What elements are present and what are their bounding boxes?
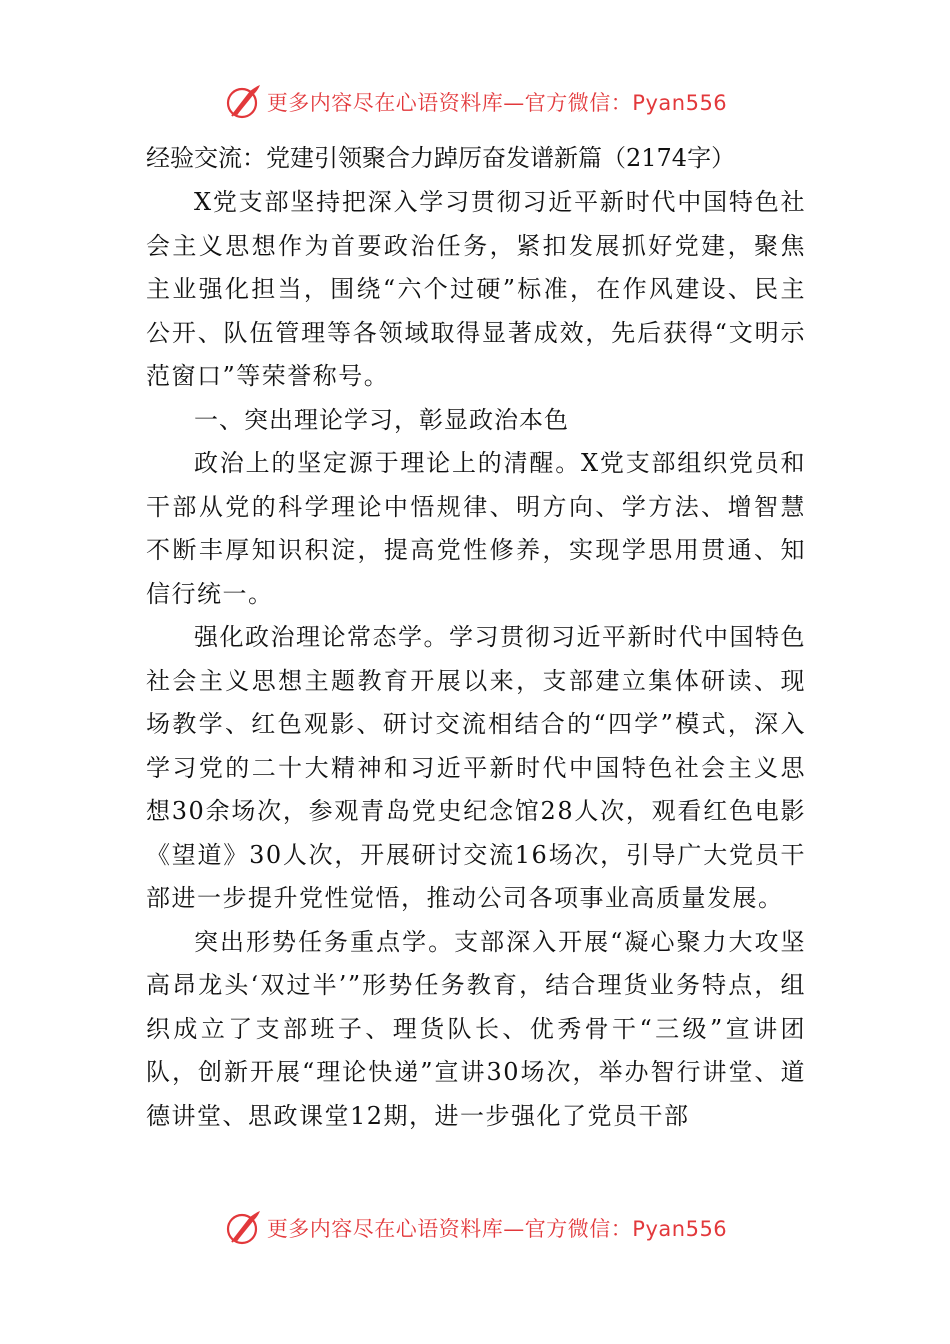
quill-pen-logo-icon — [223, 82, 263, 122]
paragraph-routine-study: 强化政治理论常态学。学习贯彻习近平新时代中国特色社会主义思想主题教育开展以来，支部建立集体研读、现场教学、红色观影、研讨交流相结合的“四学”模式，深入学习党的二十大精神和习近平新时代中国特色社会主义思想30余场次，参观青岛党史纪念馆28人次，观看红色电影《望道》30人次，开展研讨交流16场次，引导广大党员干部进一步提升党性觉悟，推动公司各项事业高质量发展。 — [146, 623, 806, 912]
watermark-text: 更多内容尽在心语资料库—官方微信：Pyan556 — [266, 1217, 728, 1241]
paragraph-intro: X党支部坚持把深入学习贯彻习近平新时代中国特色社会主义思想作为首要政治任务，紧扣发展抓好党建，聚焦主业强化担当，围绕“六个过硬”标准，在作风建设、民主公开、队伍管理等各领域取得显著成效，先后获得“文明示范窗口”等荣誉称号。 — [146, 188, 806, 390]
watermark-banner-bottom — [0, 1206, 950, 1250]
watermark-banner-top — [0, 80, 950, 124]
document-title: 经验交流：党建引领聚合力踔厉奋发谱新篇（2174字） — [146, 144, 736, 172]
section-heading-1: 一、突出理论学习，彰显政治本色 — [194, 405, 569, 434]
quill-pen-logo-icon — [223, 1208, 263, 1248]
document-body — [146, 140, 806, 1138]
paragraph-theory: 政治上的坚定源于理论上的清醒。X党支部组织党员和干部从党的科学理论中悟规律、明方向、学方法、增智慧不断丰厚知识积淀，提高党性修养，实现学思用贯通、知信行统一。 — [146, 449, 806, 608]
watermark-text: 更多内容尽在心语资料库—官方微信：Pyan556 — [266, 91, 728, 115]
paragraph-key-study: 突出形势任务重点学。支部深入开展“凝心聚力大攻坚高昂龙头‘双过半’”形势任务教育，结合理货业务特点，组织成立了支部班子、理货队长、优秀骨干“三级”宣讲团队，创新开展“理论快递”宣讲30场次，举办智行讲堂、道德讲堂、思政课堂12期，进一步强化了党员干部 — [146, 927, 806, 1130]
